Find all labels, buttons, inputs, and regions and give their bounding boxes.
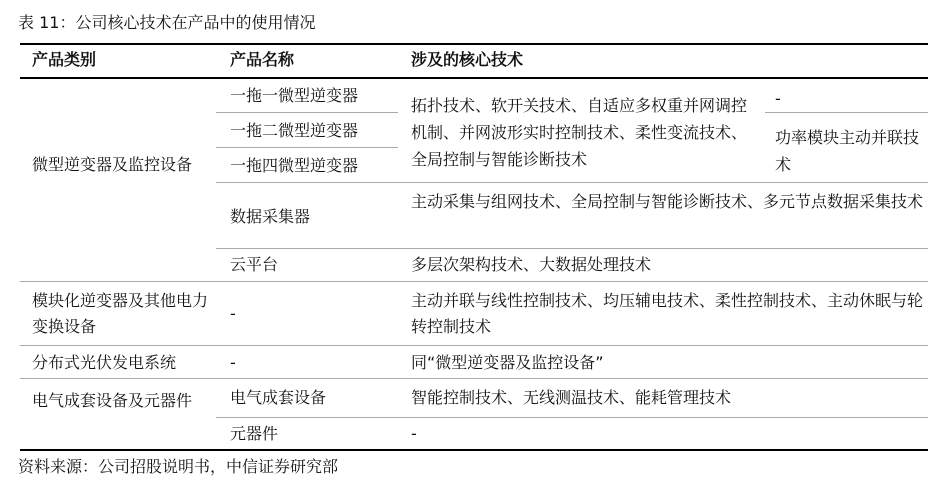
product-name: 云平台 [230, 255, 279, 274]
tech-extra-cell: - [775, 89, 781, 108]
tech-table [20, 43, 928, 451]
tech-cell: 同“微型逆变器及监控设备” [411, 353, 604, 372]
row-rule [20, 378, 928, 379]
product-name: 电气成套设备 [230, 388, 327, 407]
product-name: 一拖四微型逆变器 [230, 156, 359, 175]
table-top-rule [20, 43, 928, 45]
product-name: 一拖一微型逆变器 [230, 86, 359, 105]
row-rule [216, 182, 928, 183]
source-note: 资料来源：公司招股说明书，中信证券研究部 [18, 457, 339, 476]
table-title: 表 11：公司核心技术在产品中的使用情况 [18, 13, 316, 32]
tech-cell: 主动并联与线性控制技术、均压辅电技术、柔性控制技术、主动休眠与轮转控制技术 [411, 291, 924, 336]
product-name: 数据采集器 [230, 207, 311, 226]
tech-cell: 智能控制技术、无线测温技术、能耗管理技术 [411, 388, 732, 407]
tech-cell: 多层次架构技术、大数据处理技术 [411, 255, 652, 274]
row-rule [216, 147, 398, 148]
header-tech: 涉及的核心技术 [411, 50, 524, 69]
row-rule [20, 345, 928, 346]
row-rule [216, 248, 928, 249]
tech-cell: 主动采集与组网技术、全局控制与智能诊断技术、多元节点数据采集技术 [411, 192, 924, 211]
tech-extra-cell: 功率模块主动并联技术 [775, 128, 920, 174]
row-rule [216, 112, 398, 113]
category-cell: 电气成套设备及元器件 [32, 391, 193, 410]
product-name: 元器件 [230, 424, 279, 443]
header-category: 产品类别 [32, 50, 97, 69]
product-name: - [230, 304, 236, 323]
header-product: 产品名称 [230, 50, 295, 69]
row-rule [216, 417, 928, 418]
category-cell: 分布式光伏发电系统 [32, 353, 177, 372]
product-name: - [230, 353, 236, 372]
tech-sub-rule [765, 112, 928, 113]
category-cell: 模块化逆变器及其他电力变换设备 [32, 291, 209, 336]
category-cell: 微型逆变器及监控设备 [32, 155, 193, 174]
product-name: 一拖二微型逆变器 [230, 121, 359, 140]
row-rule [20, 281, 928, 282]
header-bottom-rule [20, 77, 928, 79]
table-bottom-rule [20, 449, 928, 451]
tech-cell: 拓扑技术、软开关技术、自适应多权重并网调控机制、并网波形实时控制技术、柔性变流技术、全局控制与智能诊断技术 [411, 96, 748, 169]
tech-cell: - [411, 424, 417, 443]
